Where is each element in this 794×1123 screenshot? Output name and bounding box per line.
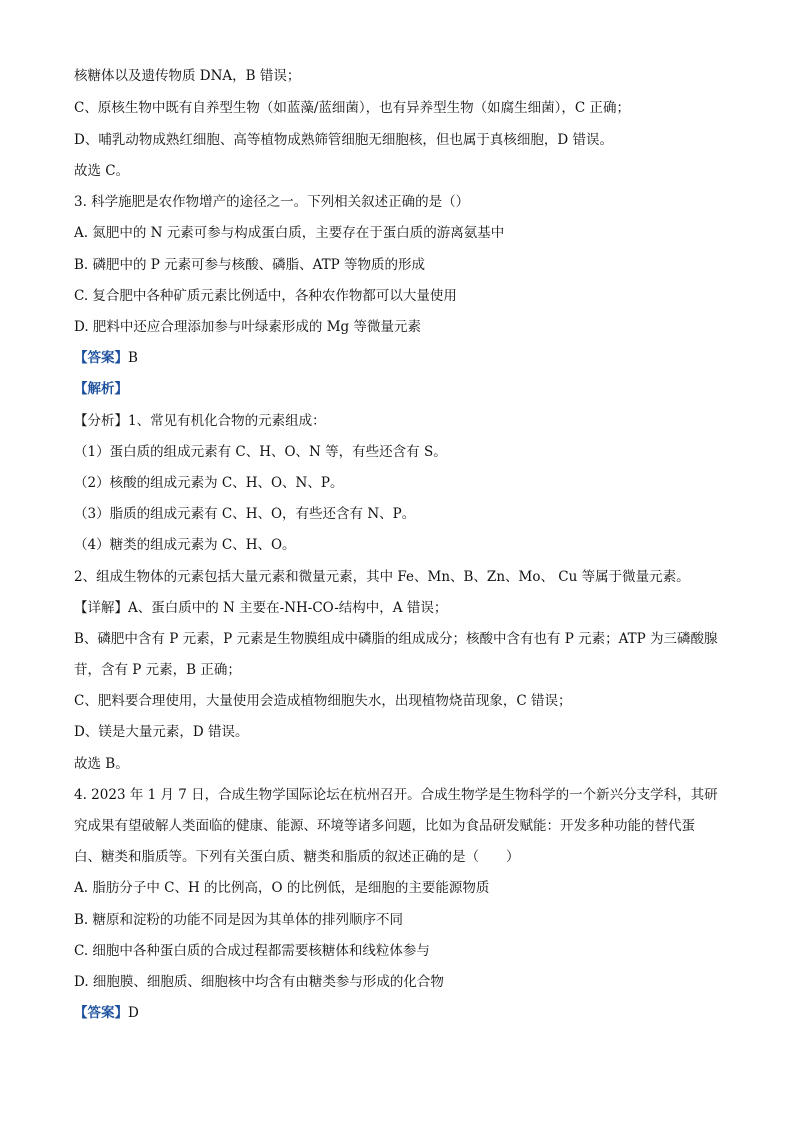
answer-value: B: [128, 350, 138, 366]
text-line: C、肥料要合理使用，大量使用会造成植物细胞失水，出现植物烧苗现象，C 错误；: [74, 693, 572, 709]
text-line: 核糖体以及遗传物质 DNA，B 错误；: [74, 68, 301, 84]
text-line: （1）蛋白质的组成元素有 C、H、O、N 等，有些还含有 S。: [74, 444, 447, 460]
option-d: D. 肥料中还应合理添加参与叶绿素形成的 Mg 等微量元素: [74, 319, 421, 335]
answer-line: [74, 1003, 724, 1023]
text-line: 【分析】1、常见有机化合物的元素组成：: [74, 413, 326, 429]
answer-tag: 【答案】: [74, 1005, 128, 1021]
option-c: C. 细胞中各种蛋白质的合成过程都需要核糖体和线粒体参与: [74, 943, 430, 959]
analysis-tag: 【解析】: [74, 381, 128, 397]
text-line: 故选 C。: [74, 163, 130, 179]
option-b: B. 糖原和淀粉的功能不同是因为其单体的排列顺序不同: [74, 912, 404, 928]
text-line: （2）核酸的组成元素为 C、H、O、N、P。: [74, 475, 344, 491]
text-line: （3）脂质的组成元素有 C、H、O，有些还含有 N、P。: [74, 506, 416, 522]
text-line: 究成果有望破解人类面临的健康、能源、环境等诸多问题，比如为食品研发赋能：开发多种功能的替代蛋: [74, 818, 695, 834]
text-line: 苷，含有 P 元素，B 正确；: [74, 662, 241, 678]
option-a: A. 脂肪分子中 C、H 的比例高，O 的比例低，是细胞的主要能源物质: [74, 880, 490, 896]
question-4-stem: 4. 2023 年 1 月 7 日，合成生物学国际论坛在杭州召开。合成生物学是生物科学的一个新兴分支学科，其研: [74, 787, 718, 803]
text-line: D、镁是大量元素，D 错误。: [74, 724, 249, 740]
text-line: C、原核生物中既有自养型生物（如蓝藻/蓝细菌），也有异养型生物（如腐生细菌），C 正确；: [74, 100, 630, 116]
option-b: B. 磷肥中的 P 元素可参与核酸、磷脂、ATP 等物质的形成: [74, 257, 426, 273]
option-c: C. 复合肥中各种矿质元素比例适中，各种农作物都可以大量使用: [74, 288, 457, 304]
text-line: D、哺乳动物成熟红细胞、高等植物成熟筛管细胞无细胞核，但也属于真核细胞，D 错误。: [74, 132, 613, 148]
text-line: 白、糖类和脂质等。下列有关蛋白质、糖类和脂质的叙述正确的是（ ）: [74, 849, 520, 865]
question-3-stem: 3. 科学施肥是农作物增产的途径之一。下列相关叙述正确的是（）: [74, 194, 470, 210]
text-line: 2、组成生物体的元素包括大量元素和微量元素，其中 Fe、Mn、B、Zn、Mo、 Cu 等属于微量元素。: [74, 569, 690, 585]
answer-value: D: [128, 1005, 139, 1021]
text-line: 【详解】A、蛋白质中的 N 主要在-NH-CO-结构中，A 错误；: [74, 600, 448, 616]
option-d: D. 细胞膜、细胞质、细胞核中均含有由糖类参与形成的化合物: [74, 974, 444, 990]
text-line: （4）糖类的组成元素为 C、H、O。: [74, 537, 296, 553]
text-line: B、磷肥中含有 P 元素，P 元素是生物膜组成中磷脂的组成成分；核酸中含有也有 P 元素；ATP 为三磷酸腺: [74, 631, 718, 647]
answer-tag: 【答案】: [74, 350, 128, 366]
text-line: 故选 B。: [74, 756, 129, 772]
analysis-line: [74, 379, 724, 399]
option-a: A. 氮肥中的 N 元素可参与构成蛋白质，主要存在于蛋白质的游离氨基中: [74, 225, 505, 241]
answer-line: [74, 348, 724, 368]
